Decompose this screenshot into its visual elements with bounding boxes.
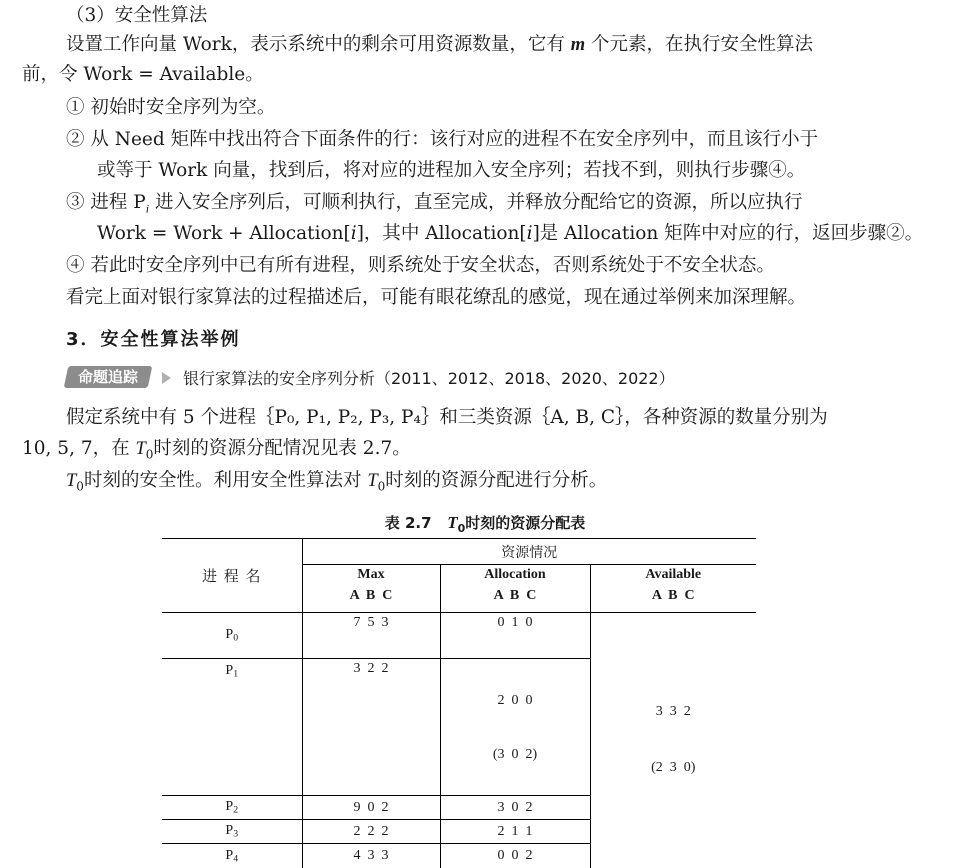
alloc-cell (440, 659, 590, 796)
col-process-header: 进 程 名 (162, 539, 302, 613)
paragraph-work-cont: 前，令 Work = Available。 (22, 64, 264, 85)
step-2: ② 从 Need 矩阵中找出符合下面条件的行：该行对应的进程不在安全序列中，而且该行小于 (66, 129, 819, 150)
topic-badge (64, 366, 153, 388)
max-cell: 3 2 2 (302, 659, 440, 796)
text-span: 时刻的安全性。利用安全性算法对 (83, 470, 368, 491)
example-line-1: 假定系统中有 5 个进程｛P₀, P₁, P₂, P₃, P₄｝和三类资源｛A, B, C｝，各种资源的数量分别为 (66, 407, 828, 428)
abc-label: A B C (493, 588, 537, 603)
alloc-cell: 0 1 0 (440, 613, 590, 659)
process-cell: $P_4$ (225, 847, 239, 864)
text-span: 时刻的资源分配情况见表 2.7。 (153, 438, 411, 459)
alloc-value: 2 0 0 (497, 693, 533, 708)
table-caption (0, 512, 970, 535)
process-cell: $P_2$ (162, 796, 302, 820)
section-title: （3）安全性算法 (66, 5, 208, 26)
alloc-cell: 2 1 1 (440, 820, 590, 844)
subsection-heading: 3．安全性算法举例 (66, 329, 241, 350)
available-cell (590, 613, 756, 868)
var-t: T (66, 471, 77, 491)
alloc-value-alt: (3 0 2) (492, 747, 538, 762)
sub-0: 0 (76, 479, 84, 494)
available-value-alt: (2 3 0) (651, 760, 696, 776)
text-span: ③ 进程 P (66, 192, 146, 213)
text-span: ]是 Allocation 矩阵中对应的行，返回步骤②。 (532, 223, 924, 244)
var-m: m (570, 35, 586, 55)
caption-number: 表 2.7 (384, 514, 432, 532)
text-span: 设置工作向量 Work，表示系统中的剩余可用资源数量，它有 (66, 34, 571, 55)
process-cell: $P_1$ (162, 659, 302, 796)
process-cell: $P_0$ (162, 613, 302, 659)
step-3-cont (97, 222, 923, 246)
topic-tracker (66, 366, 675, 390)
sub-0: 0 (457, 522, 466, 535)
step-3 (66, 191, 802, 221)
alloc-cell: 0 0 2 (440, 844, 590, 868)
max-cell: 4 3 3 (302, 844, 440, 868)
process-cell: $P_3$ (162, 820, 302, 844)
abc-label: A B C (349, 588, 393, 603)
badge-label: 命题追踪 (78, 368, 139, 386)
resource-table (162, 538, 756, 868)
var-i: i (526, 223, 533, 244)
text-span: 时刻的资源分配进行分析。 (385, 470, 608, 491)
text-span: 进入安全序列后，可顺利执行，直至完成，并释放分配给它的资源，所以应执行 (149, 192, 803, 213)
sub-i: i (145, 201, 150, 216)
header-label: Available (645, 567, 702, 582)
sub-0: 0 (377, 479, 386, 494)
var-i: i (350, 223, 357, 244)
text-span: Work = Work + Allocation[ (97, 223, 351, 244)
alloc-cell: 3 0 2 (440, 796, 590, 820)
header-label: Allocation (484, 567, 546, 582)
step-4: ④ 若此时安全序列中已有所有进程，则系统处于安全状态，否则系统处于不安全状态。 (66, 255, 775, 276)
col-alloc-header (440, 565, 590, 613)
var-t: T (447, 513, 458, 532)
var-t: T (135, 439, 146, 459)
step-1: ① 初始时安全序列为空。 (66, 97, 276, 118)
step-2-cont: 或等于 Work 向量，找到后，将对应的进程加入安全序列；若找不到，则执行步骤④。 (97, 160, 806, 181)
caption-text: 时刻的资源分配表 (465, 514, 586, 532)
max-cell: 7 5 3 (302, 613, 440, 659)
header-label: Max (357, 567, 385, 582)
sub-0: 0 (145, 447, 154, 462)
summary-paragraph: 看完上面对银行家算法的过程描述后，可能有眼花缭乱的感觉，现在通过举例来加深理解。 (66, 287, 807, 308)
example-line-3 (66, 469, 607, 499)
col-max-header (302, 565, 440, 613)
available-value: 3 3 2 (655, 704, 691, 720)
text-span: ]，其中 Allocation[ (356, 223, 527, 244)
badge-title: 银行家算法的安全序列分析（2011、2012、2018、2020、2022） (183, 369, 675, 388)
table-row (162, 613, 756, 659)
group-header: 资源情况 (302, 539, 756, 565)
triangle-right-icon (162, 372, 171, 384)
max-cell: 9 0 2 (302, 796, 440, 820)
var-t: T (367, 471, 378, 491)
text-span: 10, 5, 7，在 (22, 438, 136, 459)
abc-label: A B C (651, 588, 695, 603)
max-cell: 2 2 2 (302, 820, 440, 844)
example-line-2 (22, 437, 411, 467)
paragraph-work (66, 33, 813, 57)
text-span: 个元素，在执行安全性算法 (585, 34, 813, 55)
col-avail-header (590, 565, 756, 613)
